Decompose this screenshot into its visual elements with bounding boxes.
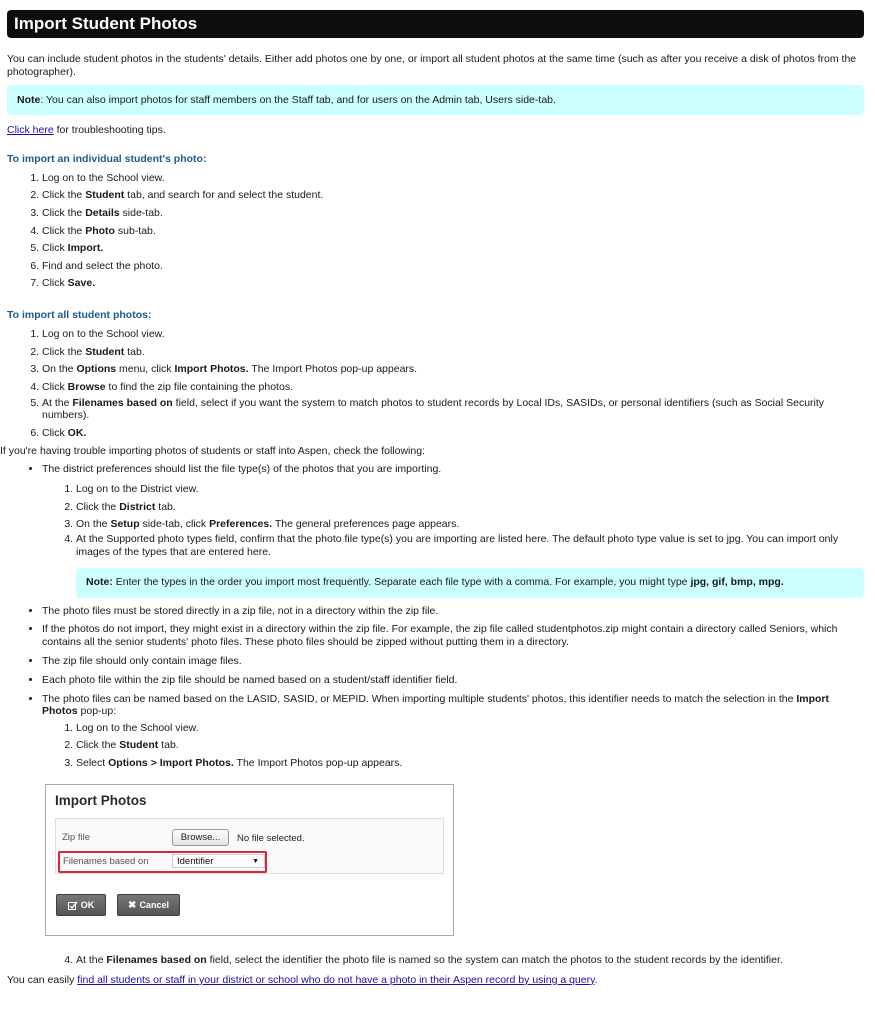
query-link[interactable]: find all students or staff in your district or school who do not have a photo in their Aspen record by using a query — [77, 973, 595, 986]
caret-down-icon: ▼ — [252, 858, 259, 866]
list-item: 6. Find and select the photo. — [42, 258, 864, 276]
staff-note — [7, 85, 864, 115]
intro-paragraph: You can include student photos in the students' details. Either add photos one by one, or import all student photos at the same time (such as after you receive a disk of photos from the photographer). — [7, 53, 857, 78]
dialog-title: Import Photos — [55, 793, 147, 809]
check-icon — [68, 901, 78, 910]
ok-button[interactable]: OK — [56, 894, 106, 916]
list-item: 4. At the Supported photo types field, confirm that the photo file type(s) you are importing are listed here. The default photo type value is set to jpg. You can import only images of the types that are entered here. — [76, 533, 864, 559]
list-item: 6. Click OK. — [42, 425, 864, 443]
list-item: 3. Click the Details side-tab. — [42, 205, 864, 223]
zip-file-label: Zip file — [62, 832, 90, 844]
click-here-link[interactable]: Click here — [7, 123, 54, 136]
list-item: 1. Log on to the School view. — [42, 170, 864, 188]
list-item: 2. Click the Student tab, and search for and select the student. — [42, 187, 864, 205]
list-item: 1. Log on to the School view. — [76, 720, 864, 737]
note-text: : You can also import photos for staff members on the Staff tab, and for users on the Admin tab, Users side-tab. — [40, 93, 556, 106]
list-item: • The zip file should only contain image files. — [42, 655, 864, 668]
school-steps — [42, 720, 864, 772]
cancel-button[interactable]: ✖ Cancel — [117, 894, 180, 916]
page-title: Import Student Photos — [7, 10, 864, 38]
close-icon: ✖ — [128, 899, 137, 911]
final-steps — [7, 954, 864, 967]
troubleshooting-list — [7, 463, 864, 772]
all-photos-heading: To import all student photos: — [7, 309, 152, 321]
individual-heading: To import an individual student's photo: — [7, 152, 207, 165]
list-item: 7. Click Save. — [42, 275, 864, 293]
troubleshooting-line: Click here for troubleshooting tips. — [7, 123, 166, 136]
list-item: 3. On the Setup side-tab, click Preferences. The general preferences page appears. — [76, 516, 864, 533]
note-label: Note — [17, 93, 41, 106]
list-item: 3. On the Options menu, click Import Photos. The Import Photos pop-up appears. — [42, 361, 864, 379]
list-item: 4. Click the Photo sub-tab. — [42, 223, 864, 241]
filenames-select[interactable]: Identifier ▼ — [172, 854, 265, 868]
list-item: • The photo files must be stored directly in a zip file, not in a directory within the zip file. — [42, 605, 864, 618]
photo-types-note: Note: Enter the types in the order you import most frequently. Separate each file type with a comma. For example, you might type jpg, gif, bmp, mpg. — [76, 568, 864, 598]
list-item: • If the photos do not import, they might exist in a directory within the zip file. For example, the zip file called studentphotos.zip might contain a directory called Seniors, which contains all the senior students' photo files. These photo files should be zipped without putting them in a directory. — [42, 623, 864, 649]
list-item: 2. Click the District tab. — [76, 499, 864, 516]
list-item: • Each photo file within the zip file should be named based on a student/staff identifier field. — [42, 674, 864, 687]
list-item: 1. Log on to the District view. — [76, 481, 864, 498]
list-item: 2. Click the Student tab. — [42, 344, 864, 362]
list-item: 5. At the Filenames based on field, select if you want the system to match photos to student records by Local IDs, SASIDs, or personal identifiers (such as Social Security numbers). — [42, 397, 864, 423]
list-item: 3. Select Options > Import Photos. The Import Photos pop-up appears. — [76, 755, 864, 772]
individual-steps — [7, 170, 864, 293]
list-item: 5. Click Import. — [42, 240, 864, 258]
list-item: 1. Log on to the School view. — [42, 326, 864, 344]
help-page — [0, 10, 864, 987]
list-item: 4. Click Browse to find the zip file containing the photos. — [42, 379, 864, 397]
list-item: • The district preferences should list the file type(s) of the photos that you are importing. 1. Log on to the District view. 2. Click the District tab. 3. On the Setup side-tab, click Preferences. The general preferences page appears. 4. At the Supported photo types field, confirm that the photo file type(s) you are importing are listed here. The default photo type value is set to jpg. You can import only images of the types that are entered here. Note: Enter the types in the order you import most frequently. Separate each file type with a comma. For example, you might type jpg, gif, bmp, mpg. — [42, 463, 864, 598]
filenames-label: Filenames based on — [63, 856, 149, 868]
list-item: 4. At the Filenames based on field, select the identifier the photo file is named so the system can match the photos to the student records by the identifier. — [76, 954, 864, 967]
import-photos-dialog — [45, 784, 454, 936]
footer-line: You can easily find all students or staff in your district or school who do not have a photo in their Aspen record by using a query. — [7, 973, 598, 986]
list-item: • The photo files can be named based on the LASID, SASID, or MEPID. When importing multiple students' photos, this identifier needs to match the selection in the Import Photos pop-up: 1. Log on to the School view. 2. Click the Student tab. 3. Select Options > Import Photos. The Import Photos pop-up appears. — [42, 693, 864, 772]
no-file-status: No file selected. — [237, 833, 305, 845]
browse-button[interactable]: Browse... — [172, 829, 229, 846]
district-steps — [42, 481, 864, 558]
dialog-fields — [55, 818, 444, 874]
note-label: Note: — [86, 575, 113, 588]
list-item: 2. Click the Student tab. — [76, 737, 864, 754]
all-photos-steps — [7, 326, 864, 443]
troubleshooting-intro: If you're having trouble importing photos of students or staff into Aspen, check the following: — [0, 444, 425, 457]
